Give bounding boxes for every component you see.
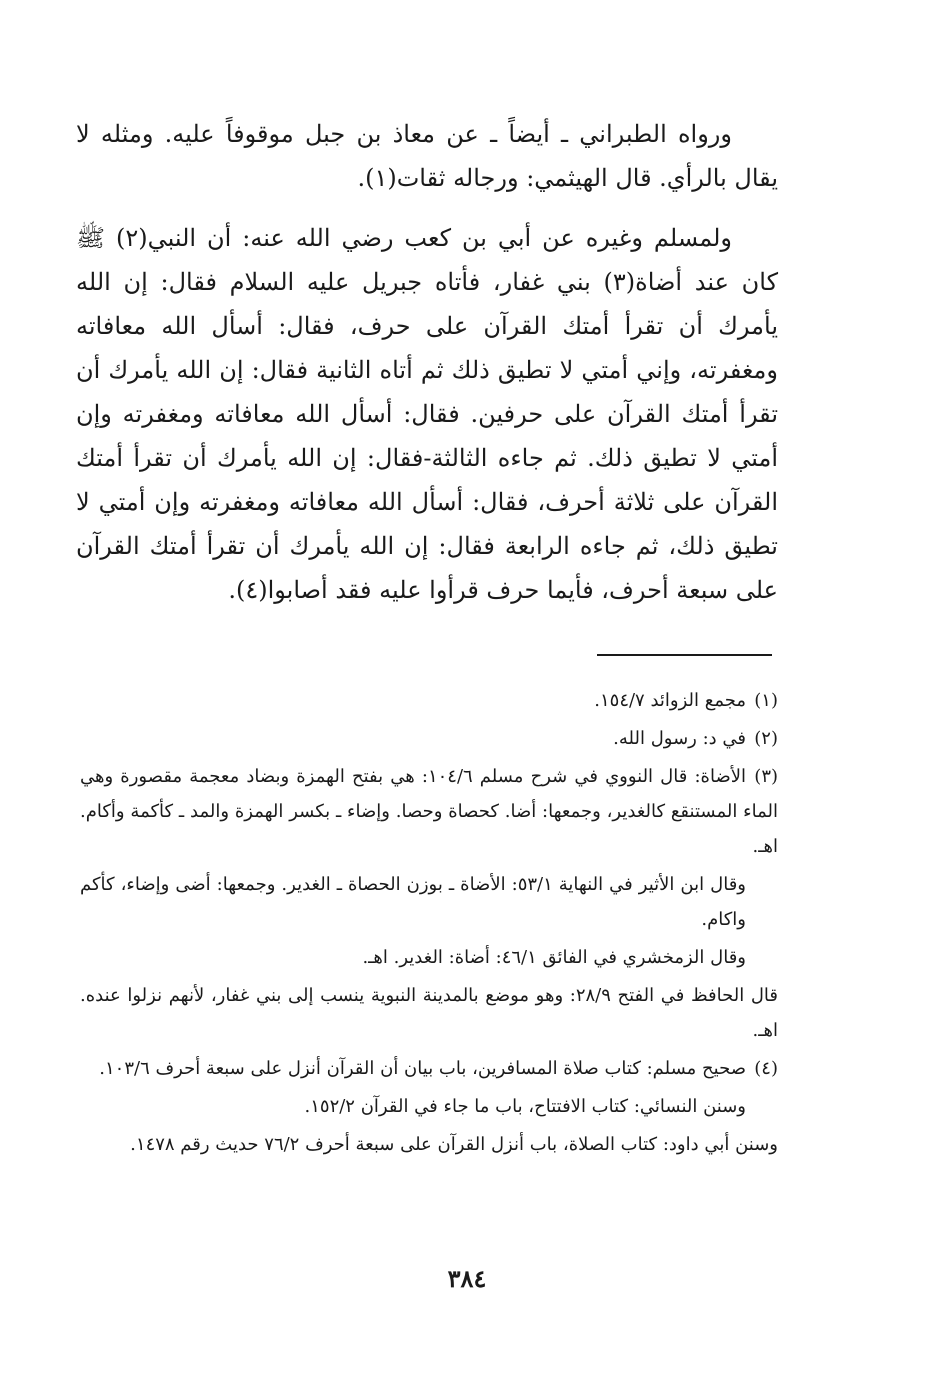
footnote-1	[80, 683, 778, 718]
footnote-number: (٢)	[754, 728, 778, 749]
footnote-2	[80, 721, 778, 756]
footnote-text: صحيح مسلم: كتاب صلاة المسافرين، باب بيان أن القرآن أنزل على سبعة أحرف ١٠٣/٦.	[99, 1058, 746, 1079]
footnotes	[80, 683, 778, 1165]
footnote-4-continuation: وسنن النسائي: كتاب الافتتاح، باب ما جاء في القرآن ١٥٢/٢.	[304, 1096, 746, 1117]
paragraph-1: ورواه الطبراني ـ أيضاً ـ عن معاذ بن جبل موقوفاً عليه. ومثله لا يقال بالرأي. قال الهيثمي: ورجاله ثقات(١).	[76, 120, 778, 192]
footnote-text: الأضاة: قال النووي في شرح مسلم ١٠٤/٦: هي بفتح الهمزة وبضاد معجمة مقصورة وهي الماء المستنقع كالغدير، وجمعها: أضا. كحصاة وحصا. وإضاء ـ بكسر الهمزة والمد ـ كأكمة وأكام. اهـ.	[80, 766, 778, 857]
paragraph-2: ولمسلم وغيره عن أبي بن كعب رضي الله عنه: أن النبي(٢) ﷺ كان عند أضاة(٣) بني غفار، فأتاه جبريل عليه السلام فقال: إن الله يأمرك أن تقرأ أمتك القرآن على حرف، فقال: أسأل الله معافاته ومغفرته، وإني أمتي لا تطيق ذلك ثم أتاه الثانية فقال: إن الله يأمرك أن تقرأ أمتك القرآن على حرفين. فقال: أسأل الله معافاته ومغفرته وإن أمتي لا تطيق ذلك. ثم جاءه الثالثة-فقال: إن الله يأمرك أن تقرأ أمتك القرآن على ثلاثة أحرف، فقال: أسأل الله معافاته ومغفرته وإن أمتي لا تطيق ذلك، ثم جاءه الرابعة فقال: إن الله يأمرك أن تقرأ أمتك القرآن على سبعة أحرف، فأيما حرف قرأوا عليه فقد أصابوا(٤).	[76, 224, 779, 604]
footnote-text: مجمع الزوائد ١٥٤/٧.	[594, 690, 746, 711]
page-number: ٣٨٤	[447, 1264, 487, 1293]
footnote-3-continuation: وقال ابن الأثير في النهاية ٥٣/١: الأضاة ـ بوزن الحصاة ـ الغدير. وجمعها: أضى وإضاء، كأكم واكام.	[80, 874, 746, 930]
main-text	[76, 112, 778, 628]
footnote-3-continuation: وقال الزمخشري في الفائق ٤٦/١: أضاة: الغدير. اهـ.	[362, 947, 746, 968]
footnote-3-continuation: قال الحافظ في الفتح ٢٨/٩: وهو موضع بالمدينة النبوية ينسب إلى بني غفار، لأنهم نزلوا عنده. اهـ.	[80, 985, 778, 1041]
footnote-number: (٤)	[754, 1058, 778, 1079]
footnote-4-continuation: وسنن أبي داود: كتاب الصلاة، باب أنزل القرآن على سبعة أحرف ٧٦/٢ حديث رقم ١٤٧٨.	[130, 1134, 778, 1155]
footnote-number: (١)	[754, 690, 778, 711]
footnote-text: في د: رسول الله.	[613, 728, 746, 749]
footnote-4	[80, 1051, 778, 1086]
footnote-number: (٣)	[754, 766, 779, 787]
footnote-3	[80, 759, 778, 864]
footnote-separator	[597, 654, 772, 656]
